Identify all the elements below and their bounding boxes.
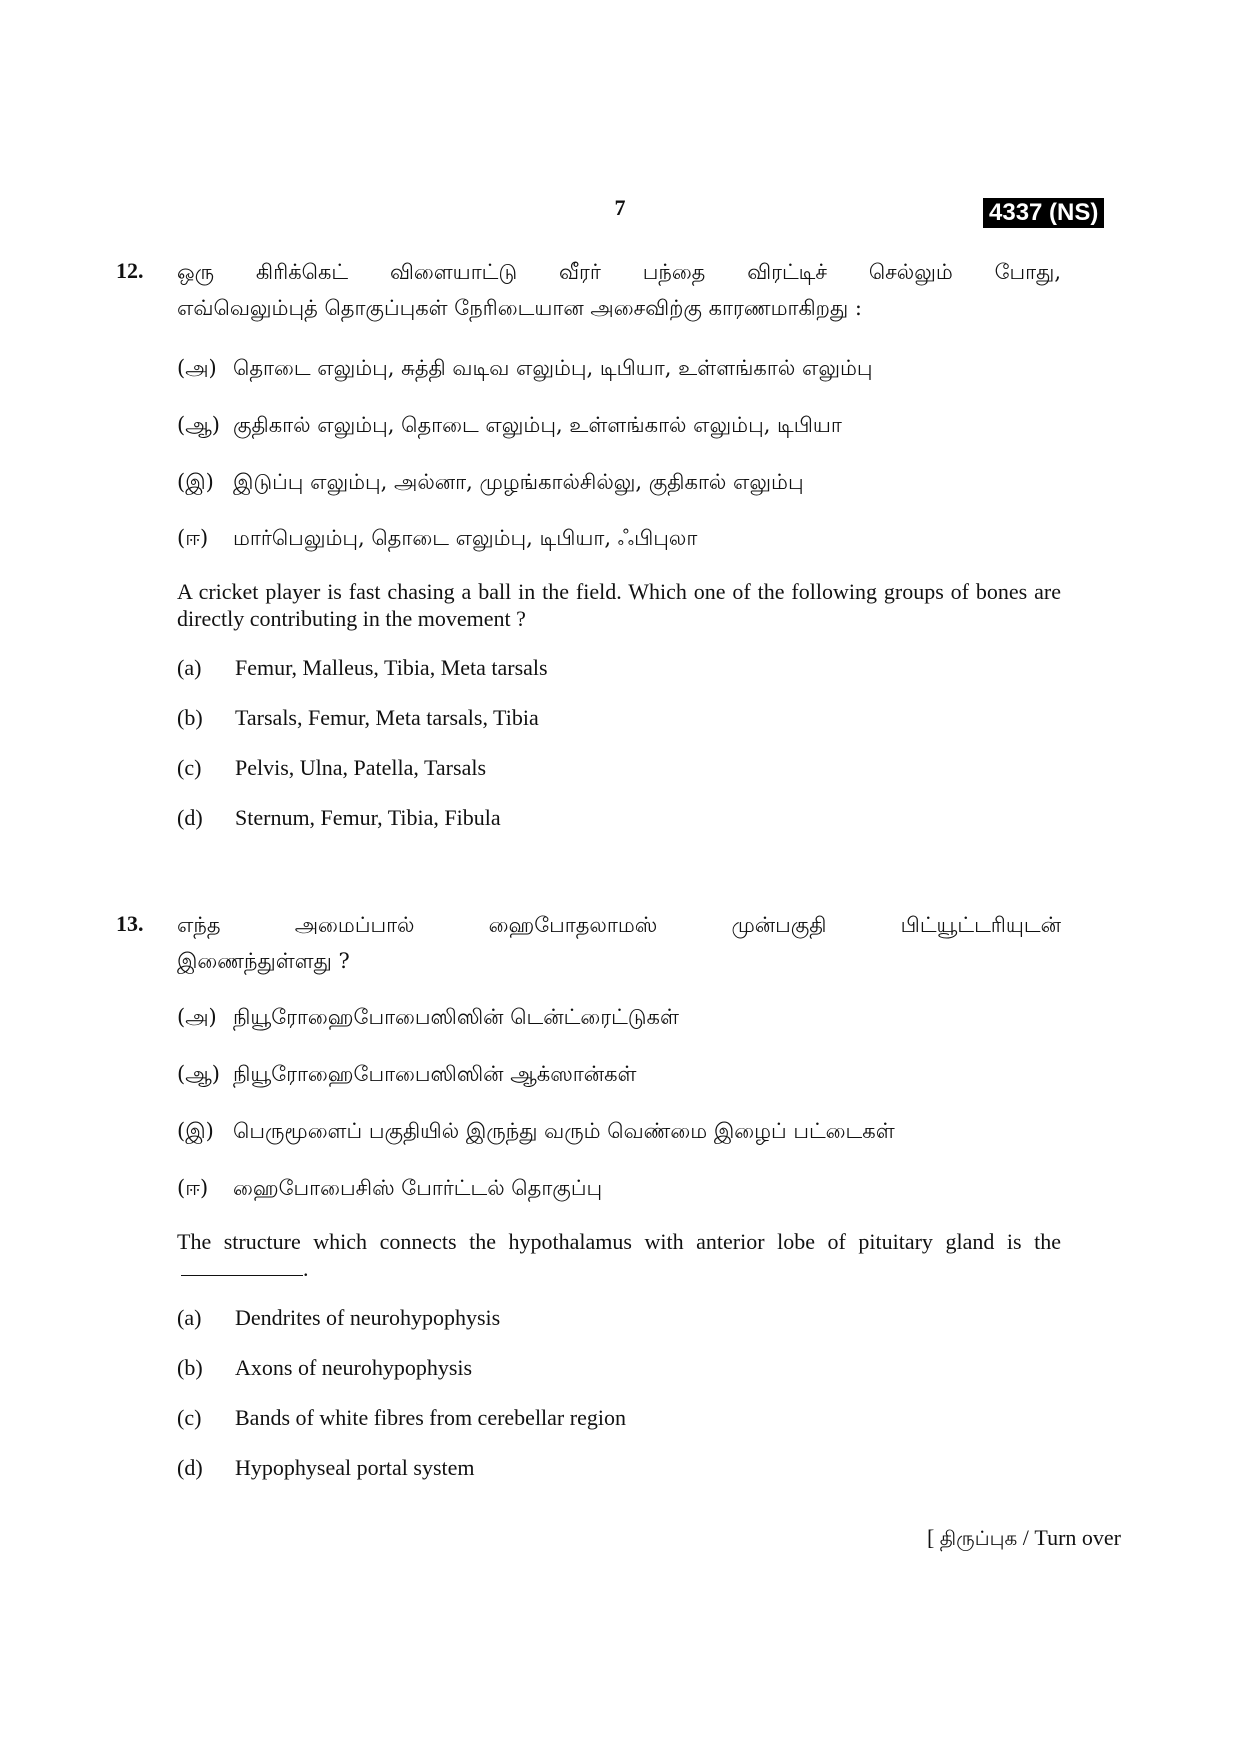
option-text: குதிகால் எலும்பு, தொடை எலும்பு, உள்ளங்கால் எலும்பு, டிபியா xyxy=(233,413,842,437)
english-question-stem: A cricket player is fast chasing a ball in the field. Which one of the following groups of bones are directly contributing in the movement ? xyxy=(177,579,1061,631)
turn-over-separator: / xyxy=(1022,1525,1029,1550)
english-stem-end: . xyxy=(303,1256,309,1281)
option-label: (b) xyxy=(177,1355,203,1380)
tamil-question-stem-continued xyxy=(177,290,1061,326)
question-number: 12. xyxy=(116,258,144,283)
option-label: (ஆ) xyxy=(177,1062,220,1086)
option-text: Tarsals, Femur, Meta tarsals, Tibia xyxy=(235,705,539,730)
english-option xyxy=(177,804,1057,832)
option-label: (c) xyxy=(177,1405,202,1430)
english-option xyxy=(177,1354,1057,1382)
option-text: தொடை எலும்பு, சுத்தி வடிவ எலும்பு, டிபியா, உள்ளங்கால் எலும்பு xyxy=(233,356,873,380)
option-text: Pelvis, Ulna, Patella, Tarsals xyxy=(235,755,487,780)
option-text: நியூரோஹைபோபைஸிஸின் ஆக்ஸான்கள் xyxy=(233,1062,637,1086)
option-text: ஹைபோபைசிஸ் போர்ட்டல் தொகுப்பு xyxy=(233,1176,603,1200)
question-number: 13. xyxy=(116,911,144,936)
tamil-stem-line-1: எந்த அமைப்பால் ஹைபோதலாமஸ் முன்பகுதி பிட்யூட்டரியுடன் xyxy=(177,913,1061,937)
option-label: (ஈ) xyxy=(177,526,209,550)
option-text: Femur, Malleus, Tibia, Meta tarsals xyxy=(235,655,548,680)
option-text: Sternum, Femur, Tibia, Fibula xyxy=(235,805,501,830)
english-option xyxy=(177,1454,1057,1482)
option-label: (c) xyxy=(177,755,202,780)
tamil-stem-line-2: எவ்வெலும்புத் தொகுப்புகள் நேரிடையான அசைவிற்கு காரணமாகிறது : xyxy=(177,296,862,320)
tamil-option xyxy=(177,1056,1057,1092)
option-text: மார்பெலும்பு, தொடை எலும்பு, டிபியா, ஃபிபுலா xyxy=(233,526,698,550)
tamil-option xyxy=(177,1113,1057,1149)
option-label: (அ) xyxy=(177,356,217,380)
tamil-option xyxy=(177,464,1057,500)
option-label: (அ) xyxy=(177,1005,217,1029)
option-label: (b) xyxy=(177,705,203,730)
turn-over-bracket: [ xyxy=(926,1525,935,1550)
option-label: (ஆ) xyxy=(177,413,220,437)
english-option xyxy=(177,1304,1057,1332)
english-option xyxy=(177,754,1057,782)
tamil-question-stem xyxy=(177,254,1061,290)
option-text: Hypophyseal portal system xyxy=(235,1455,475,1480)
english-option xyxy=(177,704,1057,732)
option-label: (a) xyxy=(177,1305,202,1330)
english-question-stem xyxy=(177,1228,1061,1282)
tamil-option xyxy=(177,520,1057,556)
option-label: (இ) xyxy=(177,470,214,494)
english-stem-text: The structure which connects the hypothalamus with anterior lobe of pituitary gland is the xyxy=(177,1229,1061,1254)
option-text: பெருமூளைப் பகுதியில் இருந்து வரும் வெண்மை இழைப் பட்டைகள் xyxy=(233,1119,895,1143)
option-label: (a) xyxy=(177,655,202,680)
tamil-stem-line-1: ஒரு கிரிக்கெட் விளையாட்டு வீரர் பந்தை விரட்டிச் செல்லும் போது, xyxy=(177,260,1061,284)
tamil-option xyxy=(177,407,1057,443)
tamil-option xyxy=(177,999,1057,1035)
tamil-stem-line-2: இணைந்துள்ளது ? xyxy=(177,949,350,973)
tamil-question-stem-continued xyxy=(177,943,1061,979)
option-label: (ஈ) xyxy=(177,1176,209,1200)
option-text: Dendrites of neurohypophysis xyxy=(235,1305,501,1330)
english-option xyxy=(177,1404,1057,1432)
option-text: நியூரோஹைபோபைஸிஸின் டென்ட்ரைட்டுகள் xyxy=(233,1005,679,1029)
answer-blank xyxy=(181,1257,303,1276)
turn-over-tamil: திருப்புக xyxy=(939,1526,1018,1550)
english-option xyxy=(177,654,1057,682)
option-label: (d) xyxy=(177,1455,203,1480)
option-text: Axons of neurohypophysis xyxy=(235,1355,473,1380)
option-text: இடுப்பு எலும்பு, அல்னா, முழங்கால்சில்லு, குதிகால் எலும்பு xyxy=(233,470,804,494)
turn-over-note xyxy=(927,1525,1121,1553)
tamil-option xyxy=(177,1170,1057,1206)
option-label: (d) xyxy=(177,805,203,830)
page-number: 7 xyxy=(614,195,626,220)
turn-over-english: Turn over xyxy=(1034,1525,1121,1550)
tamil-option xyxy=(177,350,1057,386)
paper-code-badge: 4337 (NS) xyxy=(983,198,1104,228)
option-text: Bands of white fibres from cerebellar region xyxy=(235,1405,626,1430)
tamil-question-stem xyxy=(177,907,1061,943)
option-label: (இ) xyxy=(177,1119,214,1143)
